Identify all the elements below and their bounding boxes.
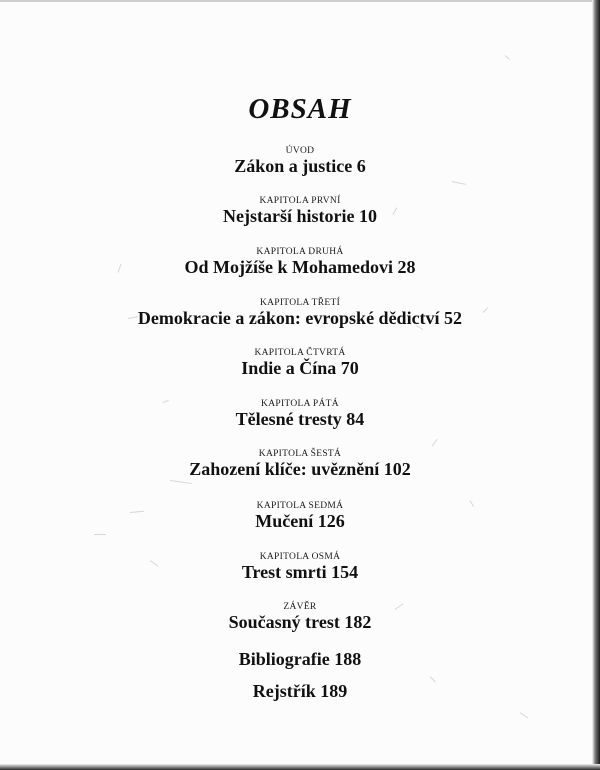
toc-label-intro: ÚVOD [285,146,315,156]
toc-entry-conclusion: Současný trest 182 [228,612,372,632]
toc-title: OBSAH [248,93,352,125]
toc-label-chapter-1: KAPITOLA PRVNÍ [259,196,341,206]
toc-entry-chapter-6: Zahození klíče: uvěznění 102 [189,459,411,479]
toc-label-chapter-3: KAPITOLA TŘETÍ [259,298,341,308]
toc-entry-index: Rejstřík 189 [252,681,348,701]
toc-entry-chapter-2: Od Mojžíše k Mohamedovi 28 [184,257,416,277]
toc-label-chapter-2: KAPITOLA DRUHÁ [256,247,344,257]
toc-entry-chapter-7: Mučení 126 [255,511,345,531]
toc-label-chapter-5: KAPITOLA PÁTÁ [261,399,339,409]
toc-entry-bibliography: Bibliografie 188 [238,649,362,669]
toc-entry-chapter-8: Trest smrti 154 [241,562,359,582]
toc-entry-chapter-4: Indie a Čína 70 [241,358,359,378]
toc-label-chapter-4: KAPITOLA ČTVRTÁ [254,348,346,358]
toc-entry-chapter-1: Nejstarší historie 10 [223,206,377,226]
toc-label-chapter-7: KAPITOLA SEDMÁ [256,501,344,511]
toc-label-chapter-8: KAPITOLA OSMÁ [259,552,341,562]
toc-entry-chapter-3: Demokracie a zákon: evropské dědictví 52 [137,308,463,328]
toc-entry-chapter-5: Tělesné tresty 84 [235,409,365,429]
toc-label-chapter-6: KAPITOLA ŠESTÁ [258,449,342,459]
toc-label-conclusion: ZÁVĚR [283,602,317,612]
toc-entry-intro: Zákon a justice 6 [234,156,366,176]
